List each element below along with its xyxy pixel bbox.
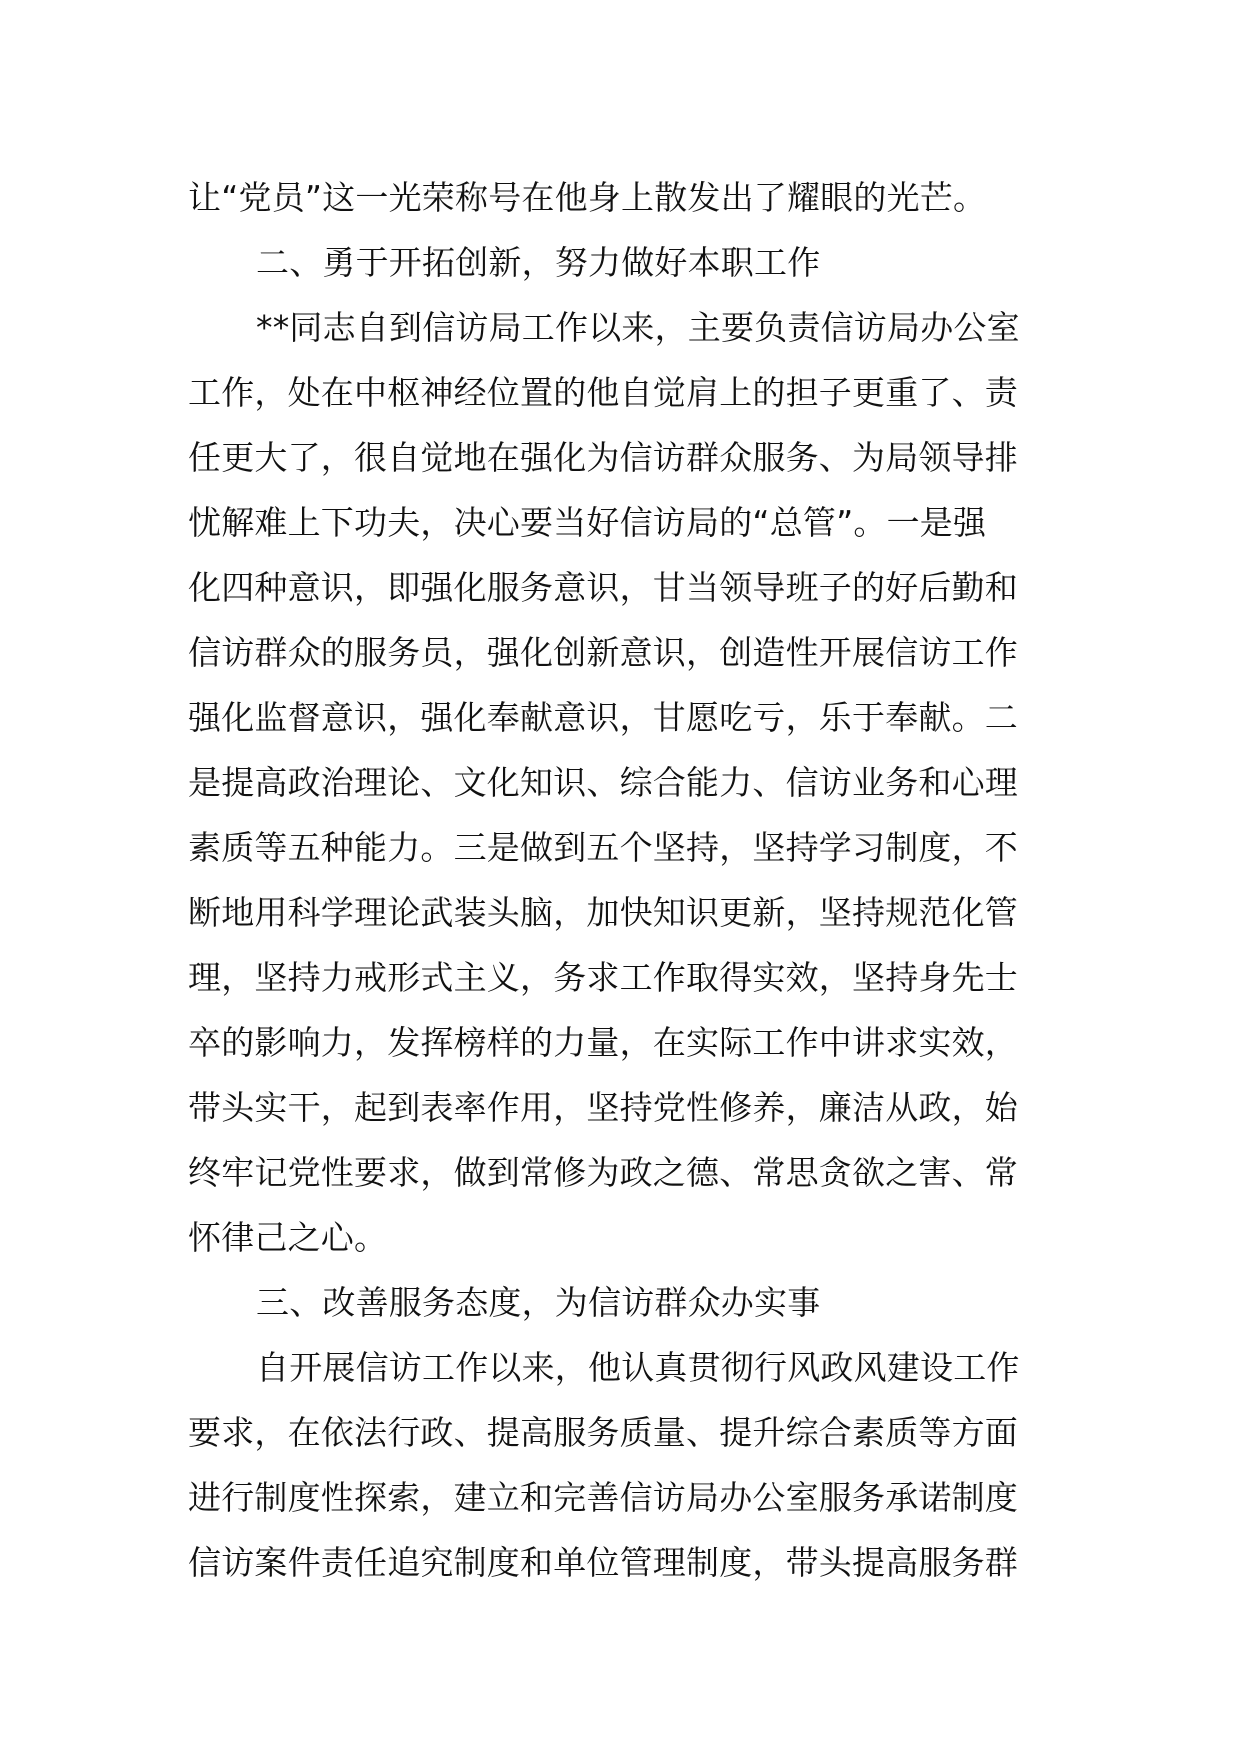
section-heading-3: 三、改善服务态度，为信访群众办实事	[256, 1283, 821, 1322]
text-line: 工作，处在中枢神经位置的他自觉肩上的担子更重了、责	[188, 373, 1018, 412]
text-line: **同志自到信访局工作以来，主要负责信访局办公室	[256, 308, 1020, 347]
text-line: 忧解难上下功夫，决心要当好信访局的“总管”。一是强	[188, 503, 987, 542]
text-line: 终牢记党性要求，做到常修为政之德、常思贪欲之害、常	[188, 1153, 1018, 1192]
text-line: 素质等五种能力。三是做到五个坚持，坚持学习制度，不	[188, 828, 1018, 867]
text-line: 理，坚持力戒形式主义，务求工作取得实效，坚持身先士	[188, 958, 1018, 997]
text-line: 强化监督意识，强化奉献意识，甘愿吃亏，乐于奉献。二	[188, 698, 1018, 737]
text-line: 带头实干，起到表率作用，坚持党性修养，廉洁从政，始	[188, 1088, 1018, 1127]
text-line: 信访案件责任追究制度和单位管理制度，带头提高服务群	[188, 1543, 1018, 1582]
text-line: 怀律己之心。	[188, 1218, 388, 1257]
section-heading-2: 二、勇于开拓创新，努力做好本职工作	[256, 243, 821, 282]
text-line: 信访群众的服务员，强化创新意识，创造性开展信访工作	[188, 633, 1018, 672]
text-line: 让“党员”这一光荣称号在他身上散发出了耀眼的光芒。	[188, 178, 987, 217]
text-line: 是提高政治理论、文化知识、综合能力、信访业务和心理	[188, 763, 1018, 802]
document-body	[188, 165, 1058, 1595]
text-line: 任更大了，很自觉地在强化为信访群众服务、为局领导排	[188, 438, 1018, 477]
text-line: 进行制度性探索，建立和完善信访局办公室服务承诺制度	[188, 1478, 1018, 1517]
text-line: 自开展信访工作以来，他认真贯彻行风政风建设工作	[256, 1348, 1020, 1387]
text-line: 断地用科学理论武装头脑，加快知识更新，坚持规范化管	[188, 893, 1018, 932]
text-line: 卒的影响力，发挥榜样的力量，在实际工作中讲求实效，	[188, 1023, 1018, 1062]
text-line: 化四种意识，即强化服务意识，甘当领导班子的好后勤和	[188, 568, 1018, 607]
text-line: 要求，在依法行政、提高服务质量、提升综合素质等方面	[188, 1413, 1018, 1452]
